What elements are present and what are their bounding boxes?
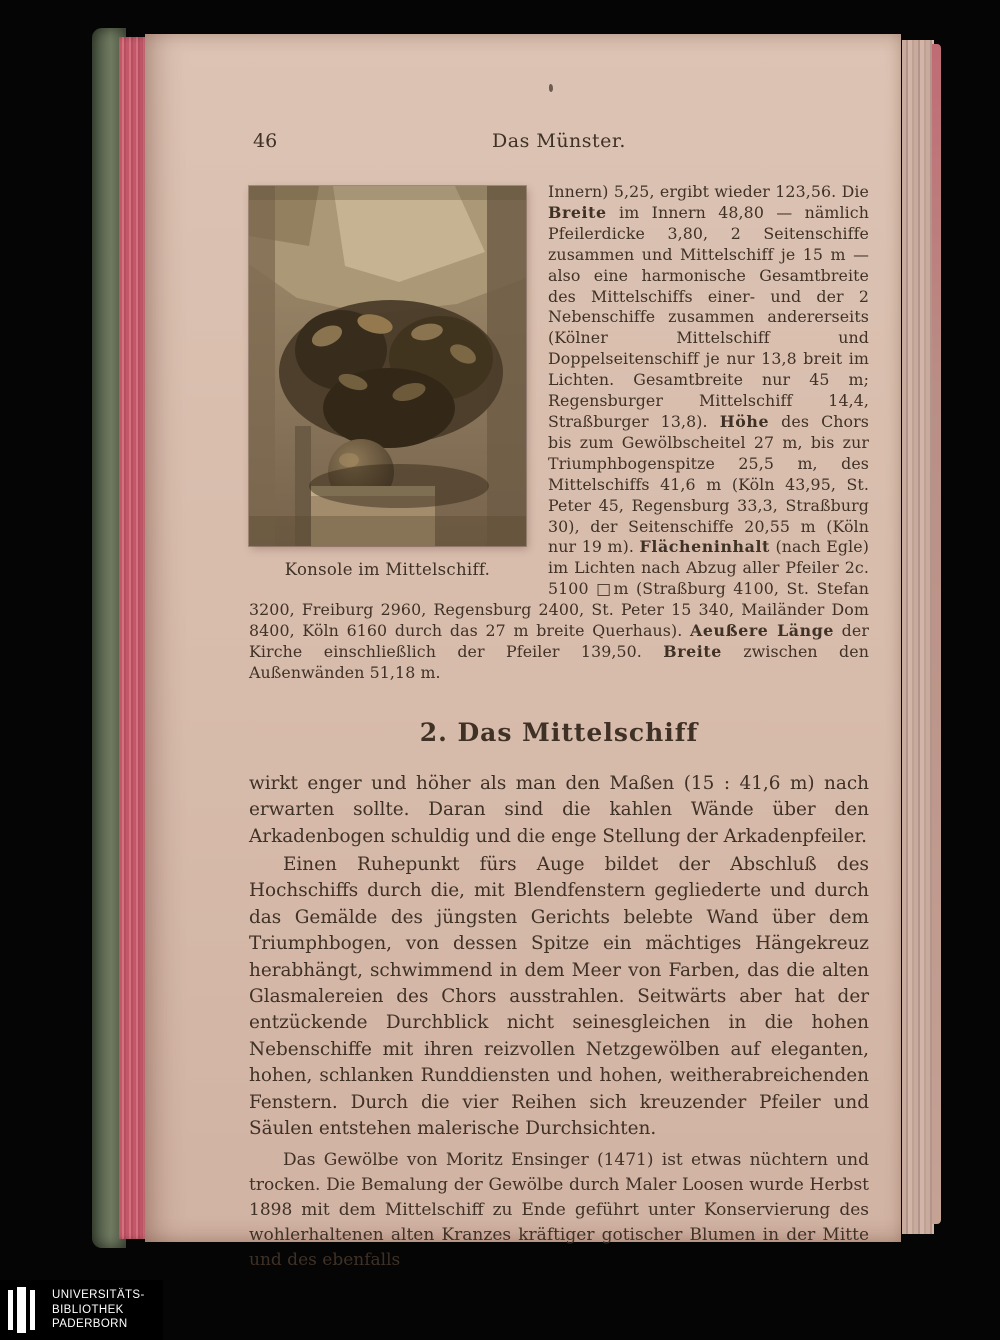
- console-photo-art: [249, 186, 526, 546]
- stats-keyword-breite: Breite: [548, 202, 607, 222]
- library-name-line2: BIBLIOTHEK: [52, 1303, 124, 1316]
- library-watermark: [0, 1280, 163, 1340]
- console-photo: [249, 186, 526, 546]
- page-content: [249, 130, 869, 1273]
- stats-text-1: Innern) 5,25, ergibt wieder 123,56. Die: [548, 182, 869, 201]
- scanned-book: [92, 28, 950, 1271]
- stats-text-2: im Innern 48,80 — nämlich Pfeilerdicke 3,80, 2 Seitenschiffe zusammen und Mittelschiff je 15 m — also eine harmonische Gesamtbreite des Mittelschiffs einer- und der 2 Nebenschiffe zusammen andererseits (Kölner Mittelschiff und Doppelseitenschiff je nur 13,8 breit im Lichten. Gesamtbreite nur 45 m; Regensburger Mittelschiff 14,4, Straßburger 13,8).: [548, 202, 869, 431]
- page-stack-edge: [902, 40, 934, 1234]
- section-heading: 2. Das Mittelschiff: [419, 717, 699, 747]
- body-paragraph-1: wirkt enger und höher als man den Maßen (15 : 41,6 m) nach erwarten sollte. Daran sind die kahlen Wände über den Arkadenbogen schuldig und die enge Stellung der Arkadenpfeiler.: [249, 772, 869, 847]
- library-name-line1: UNIVERSITÄTS-: [52, 1288, 145, 1301]
- page-number: 46: [253, 130, 278, 152]
- running-head: Das Münster.: [492, 130, 626, 152]
- book-page: [145, 34, 901, 1271]
- ink-speck: [549, 84, 553, 92]
- page-header: [249, 130, 869, 156]
- stats-text-3: des Chors bis zum Gewölbscheitel 27 m, bis zur Triumphbogenspitze 25,5 m, des Mittelschiffs 41,6 m (Köln 43,95, St. Peter 45, Regensburg 33,3, Straßburg 30), der Seitenschiffe 20,55 m (Köln nur 19 m).: [548, 411, 870, 557]
- console-figure: [249, 186, 526, 579]
- stats-text-6: zwischen den Außenwänden 51,18 m.: [249, 641, 869, 682]
- stats-keyword-breite-2: Breite: [663, 641, 722, 661]
- stats-keyword-flaecheninhalt: Flächeninhalt: [639, 537, 770, 557]
- stats-text-5: der Kirche einschließlich der Pfeiler 139,50.: [249, 621, 869, 661]
- body-paragraph-2: Einen Ruhepunkt fürs Auge bildet der Abschluß des Hochschiffs durch die, mit Blendfenstern gegliederte und durch das Gemälde des jüngsten Gerichts belebte Wand über dem Triumphbogen, von dessen Spitze ein mächtiges Hängekreuz herabhängt, schwimmend in dem Meer von Farben, das die alten Glasmalereien des Chors ausstrahlen. Seitwärts aber hat der entzückende Durchblick nicht seinesgleichen in die hohen Nebenschiffe mit ihren reizvollen Netzgewölben auf eleganten, hohen, schlanken Runddiensten und hohen, weitherabreichenden Fenstern. Durch die vier Reihen sich kreuzender Pfeiler und Säulen entstehen malerische Durchsichten.: [249, 853, 869, 1140]
- body-paragraph-3: Das Gewölbe von Moritz Ensinger (1471) ist etwas nüchtern und trocken. Die Bemalung der Gewölbe durch Maler Loosen wurde Herbst 1898 mit dem Mittelschiff zu Ende geführt unter Konservierung des wohlerhaltenen alten Kranzes kräftiger gotischer Blumen in der Mitte und des ebenfalls: [249, 1150, 869, 1271]
- stats-keyword-aeussere-laenge: Aeußere Länge: [690, 621, 834, 641]
- library-name-line3: PADERBORN: [52, 1318, 128, 1331]
- book-fore-edge: [932, 44, 941, 1224]
- figure-caption: Konsole im Mittelschiff.: [284, 560, 491, 579]
- library-name: [52, 1288, 145, 1333]
- stats-keyword-hoehe: Höhe: [719, 411, 770, 431]
- library-logo-icon: [0, 1280, 42, 1340]
- stats-text-4: (nach Egle) im Lichten nach Abzug aller Pfeiler 2c. 5100 □m (Straßburg 4100, St. Stefan 3200, Freiburg 2960, Regensburg 2400, St. Peter 15 340, Mailänder Dom 8400, Köln 6160 durch das 27 m breite Querhaus).: [249, 537, 869, 641]
